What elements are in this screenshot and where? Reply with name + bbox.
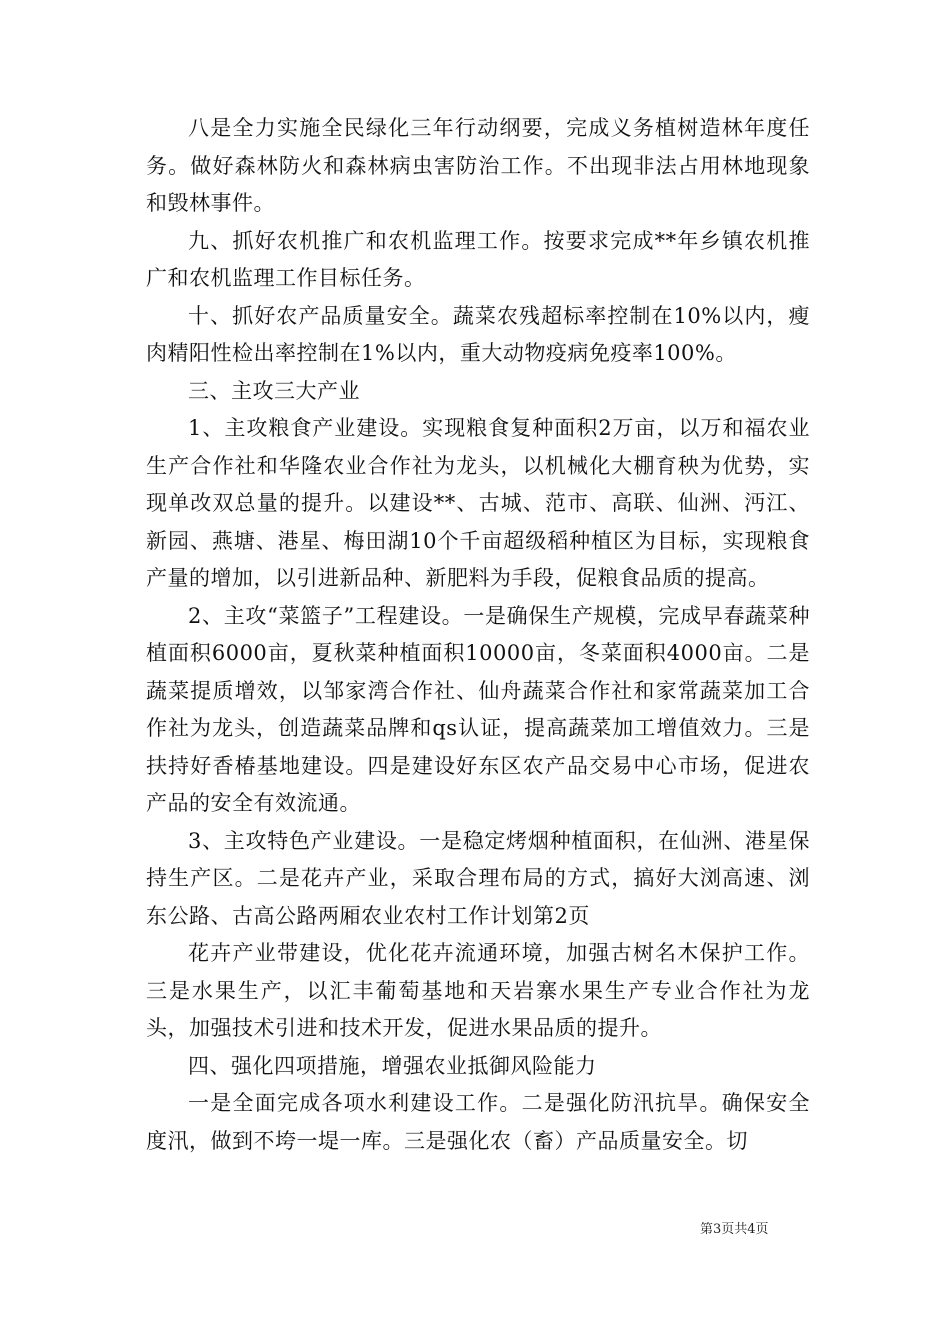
section-heading-four-measures: 四、强化四项措施，增强农业抵御风险能力 [188,1053,597,1078]
paragraph-grain-industry: 1、主攻粮食产业建设。实现粮食复种面积2万亩，以万和福农业生产合作社和华隆农业合作社为龙头，以机械化大棚育秧为优势，实现单改双总量的提升。以建设**、古城、范市、高联、仙洲、沔江、新园、燕塘、港星、梅田湖10个千亩超级稻种植区为目标，实现粮食产量的增加，以引进新品种、新肥料为手段，促粮食品质的提高。 [146,416,810,590]
page-number-footer: 第3页共4页 [700,1222,769,1237]
paragraph-water-conservancy: 一是全面完成各项水利建设工作。二是强化防汛抗旱。确保安全度汛，做到不垮一堤一库。三是强化农（畜）产品质量安全。切 [146,1091,810,1153]
paragraph-afforestation: 八是全力实施全民绿化三年行动纲要，完成义务植树造林年度任务。做好森林防火和森林病虫害防治工作。不出现非法占用林地现象和毁林事件。 [146,116,810,215]
paragraph-flower-fruit: 花卉产业带建设，优化花卉流通环境，加强古树名木保护工作。三是水果生产，以汇丰葡萄基地和天岩寨水果生产专业合作社为龙头，加强技术引进和技术开发，促进水果品质的提升。 [146,941,810,1040]
paragraph-vegetable-basket: 2、主攻“菜篮子”工程建设。一是确保生产规模，完成早春蔬菜种植面积6000亩，夏秋菜种植面积10000亩，冬菜面积4000亩。二是蔬菜提质增效，以邹家湾合作社、仙舟蔬菜合作社和家常蔬菜加工合作社为龙头，创造蔬菜品牌和qs认证，提高蔬菜加工增值效力。三是扶持好香椿基地建设。四是建设好东区农产品交易中心市场，促进农产品的安全有效流通。 [146,603,810,815]
paragraph-product-safety: 十、抓好农产品质量安全。蔬菜农残超标率控制在10%以内，瘦肉精阳性检出率控制在1%以内，重大动物疫病免疫率100%。 [146,303,810,365]
section-heading-three-industries: 三、主攻三大产业 [188,378,360,403]
document-body [146,110,810,1160]
paragraph-farm-machinery: 九、抓好农机推广和农机监理工作。按要求完成**年乡镇农机推广和农机监理工作目标任务。 [146,228,810,290]
paragraph-specialty-industry: 3、主攻特色产业建设。一是稳定烤烟种植面积，在仙洲、港星保持生产区。二是花卉产业，采取合理布局的方式，搞好大浏高速、浏东公路、古高公路两厢农业农村工作计划第2页 [146,828,810,928]
